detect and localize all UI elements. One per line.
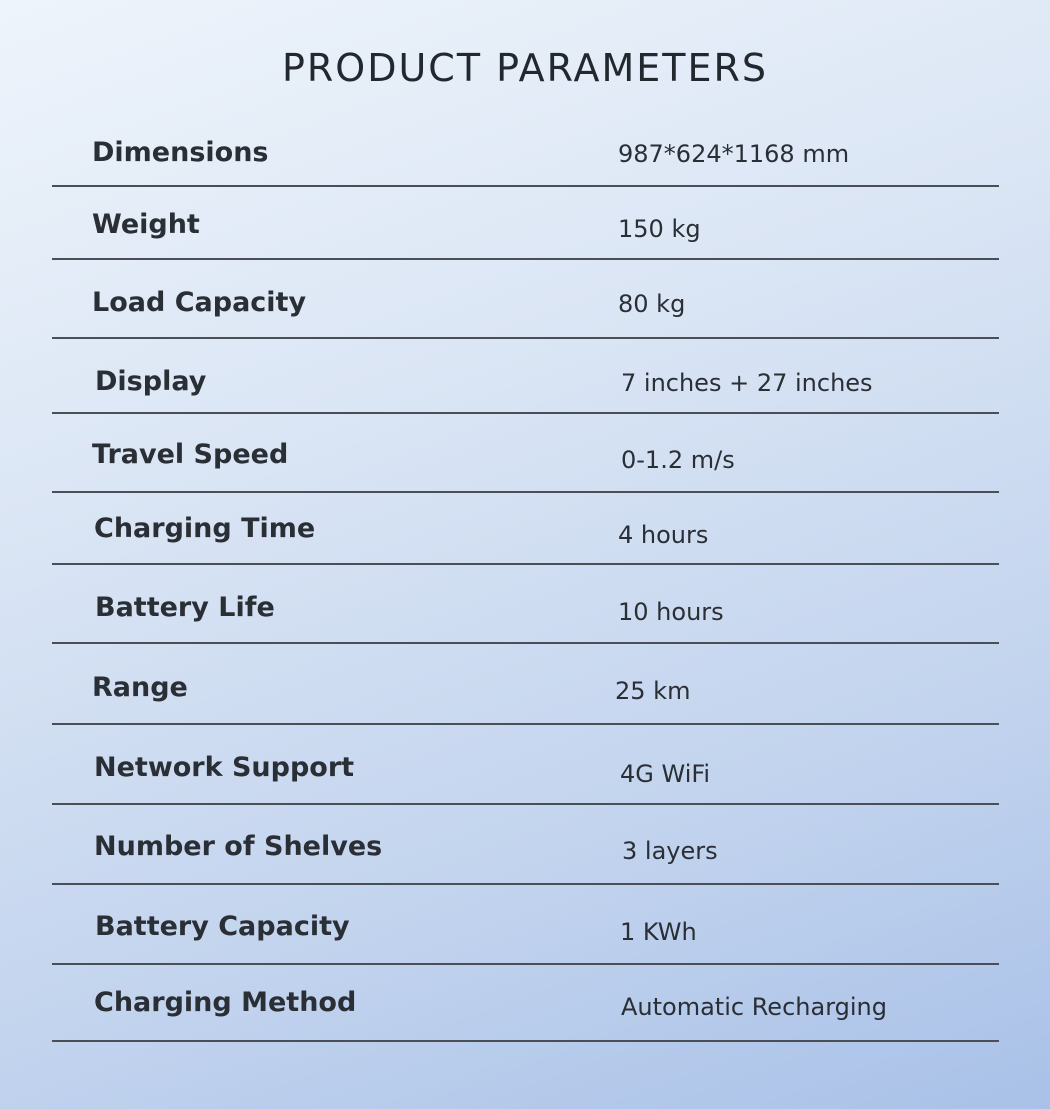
parameter-value: 4G WiFi: [620, 760, 711, 788]
parameter-value: 3 layers: [622, 837, 718, 865]
parameter-label: Weight: [92, 209, 200, 240]
table-row: [52, 565, 999, 644]
parameter-value: 1 KWh: [620, 918, 697, 946]
table-row: [52, 414, 999, 493]
table-row: [52, 725, 999, 805]
table-row: [52, 805, 999, 885]
parameter-label: Load Capacity: [92, 287, 307, 318]
table-row: [52, 339, 999, 414]
parameter-value: 10 hours: [618, 598, 724, 626]
parameter-label: Network Support: [94, 752, 355, 783]
parameter-value: 7 inches + 27 inches: [621, 369, 873, 397]
page-title: PRODUCT PARAMETERS: [281, 46, 768, 90]
parameter-value: Automatic Recharging: [621, 993, 887, 1021]
parameter-value: 4 hours: [618, 521, 709, 549]
parameter-value: 987*624*1168 mm: [618, 140, 850, 168]
parameter-value: 150 kg: [618, 215, 701, 243]
parameter-label: Charging Time: [94, 513, 316, 544]
table-row: [52, 493, 999, 565]
parameter-value: 25 km: [615, 677, 691, 705]
table-row: [52, 120, 999, 187]
parameter-label: Travel Speed: [92, 439, 289, 470]
parameter-value: 80 kg: [618, 290, 686, 318]
parameter-value: 0-1.2 m/s: [621, 446, 735, 474]
table-row: [52, 260, 999, 339]
parameter-label: Charging Method: [94, 987, 357, 1018]
parameter-label: Dimensions: [92, 137, 269, 168]
table-row: [52, 885, 999, 965]
parameter-label: Range: [92, 672, 188, 703]
table-row: [52, 644, 999, 725]
parameter-label: Battery Life: [95, 592, 275, 623]
parameter-label: Number of Shelves: [94, 831, 383, 862]
parameter-label: Battery Capacity: [95, 911, 350, 942]
table-row: [52, 965, 999, 1042]
parameter-label: Display: [95, 366, 207, 397]
table-row: [52, 187, 999, 260]
